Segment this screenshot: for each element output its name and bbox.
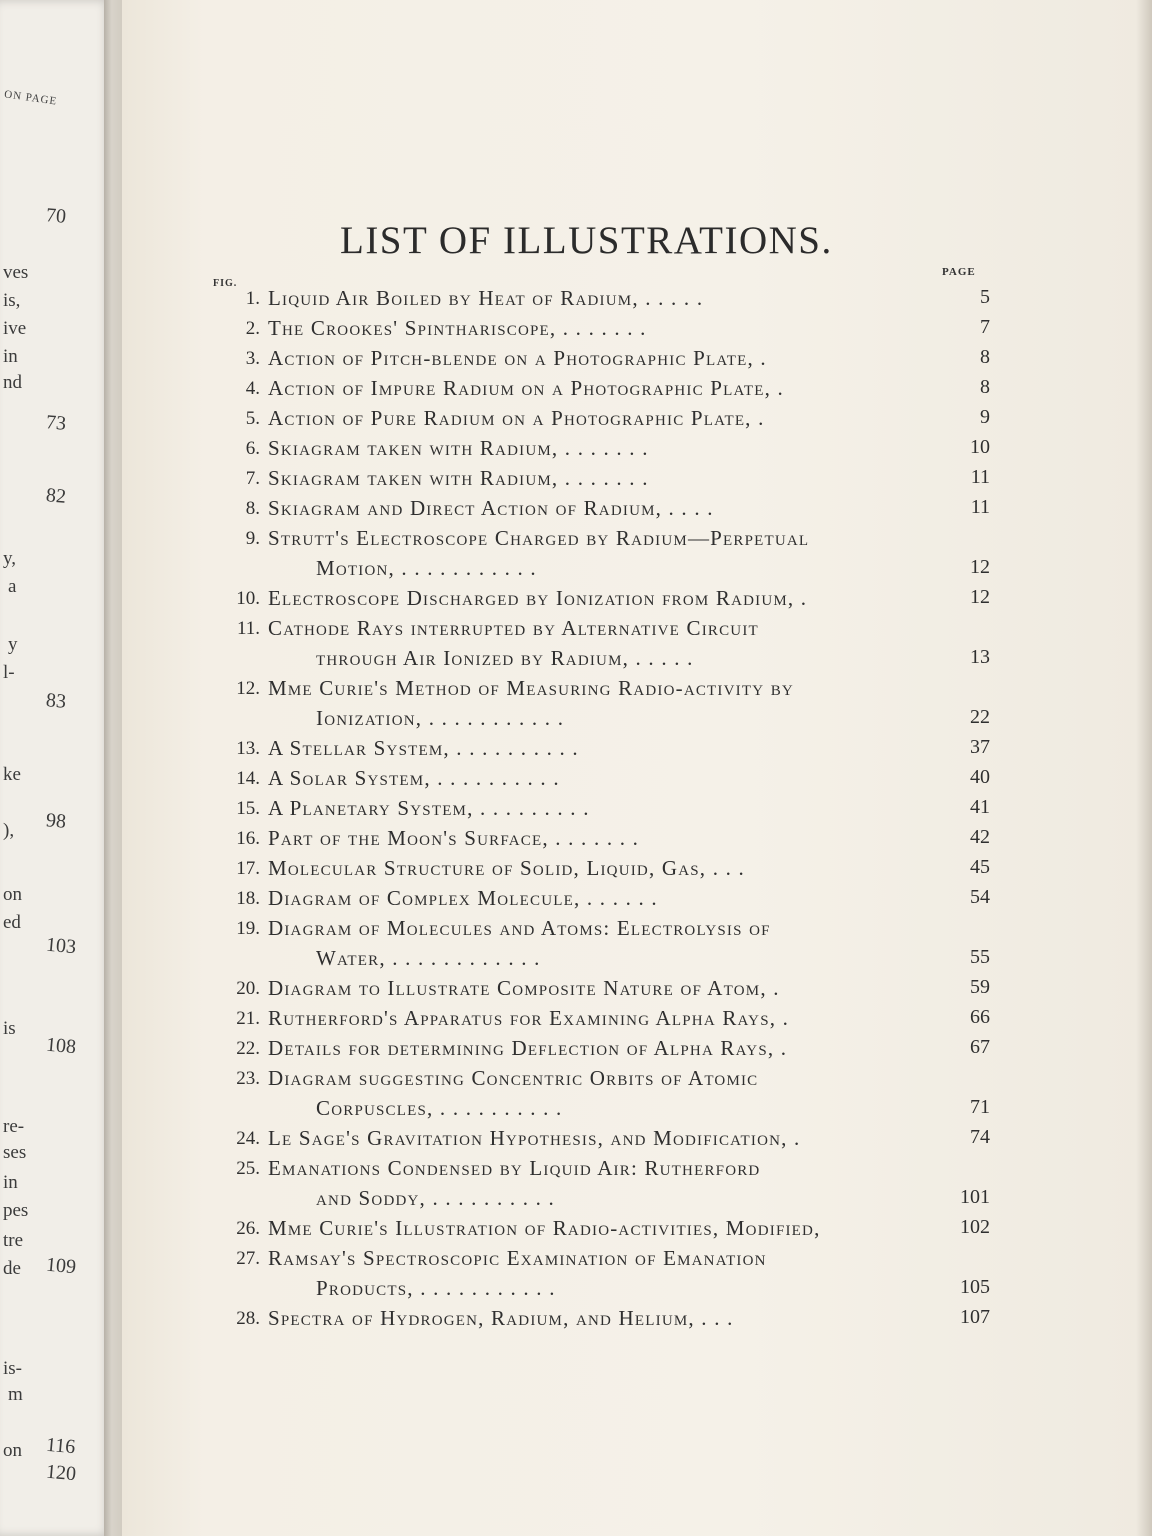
figure-number: 5. <box>245 408 260 429</box>
figure-page-number: 10 <box>970 436 990 458</box>
figure-number: 20. <box>236 978 260 999</box>
figure-number: 1. <box>245 288 260 309</box>
figure-caption: Skiagram taken with Radium, . . . . . . . <box>268 466 649 490</box>
figure-page-number: 5 <box>980 286 990 308</box>
facing-page-fragment: y <box>8 634 18 655</box>
figure-caption: Diagram suggesting Concentric Orbits of Atomic <box>268 1066 759 1090</box>
facing-page-fragment: ed <box>3 912 21 933</box>
facing-page-fragment: pes <box>3 1200 29 1221</box>
facing-page-fragment: is <box>3 1018 16 1039</box>
figure-number: 10. <box>236 588 260 609</box>
figure-page-number: 13 <box>970 646 990 668</box>
facing-page-number: 120 <box>45 1460 77 1486</box>
figure-caption: Mme Curie's Illustration of Radio-activities, Modified, <box>268 1216 821 1240</box>
figure-page-number: 12 <box>970 586 990 608</box>
figure-number: 16. <box>236 828 260 849</box>
figure-caption: The Crookes' Spinthariscope, . . . . . . . <box>268 316 647 340</box>
figure-number: 15. <box>236 798 260 819</box>
facing-page-fragment: y, <box>3 548 17 569</box>
figure-caption: Ionization, . . . . . . . . . . . <box>316 706 565 730</box>
figure-page-number: 42 <box>970 826 990 848</box>
figure-caption: Ramsay's Spectroscopic Examination of Emanation <box>268 1246 767 1270</box>
figure-number: 12. <box>236 678 260 699</box>
facing-page-fragment: ves <box>3 262 29 283</box>
facing-page-fragment: in <box>3 1172 18 1193</box>
figure-caption: Motion, . . . . . . . . . . . <box>316 556 537 580</box>
figure-caption: Action of Pure Radium on a Photographic Plate, . <box>268 406 765 430</box>
figure-caption: Products, . . . . . . . . . . . <box>316 1276 556 1300</box>
figure-number: 27. <box>236 1248 260 1269</box>
figure-number: 14. <box>236 768 260 789</box>
facing-page-fragment: l- <box>3 662 15 683</box>
figure-number: 26. <box>236 1218 260 1239</box>
figure-page-number: 9 <box>980 406 990 428</box>
figure-number: 19. <box>236 918 260 939</box>
figure-page-number: 45 <box>970 856 990 878</box>
facing-page-fragment: ke <box>3 764 21 785</box>
figure-caption: Part of the Moon's Surface, . . . . . . . <box>268 826 640 850</box>
figure-page-number: 37 <box>970 736 990 758</box>
facing-page-fragment: ses <box>3 1142 27 1163</box>
figure-caption: Emanations Condensed by Liquid Air: Rutherford <box>268 1156 761 1180</box>
figure-caption: Diagram to Illustrate Composite Nature of Atom, . <box>268 976 780 1000</box>
facing-page-number: 82 <box>45 484 67 508</box>
facing-page-fragment: is, <box>3 290 21 311</box>
figure-page-number: 107 <box>960 1306 990 1328</box>
facing-page-number: 103 <box>45 933 77 959</box>
figure-page-number: 59 <box>970 976 990 998</box>
figure-page-number: 101 <box>960 1186 990 1208</box>
figure-number: 28. <box>236 1308 260 1329</box>
figure-caption: A Stellar System, . . . . . . . . . . <box>268 736 579 760</box>
figure-number: 18. <box>236 888 260 909</box>
facing-page-fragment: on <box>3 884 22 905</box>
facing-page-fragment: de <box>3 1258 21 1279</box>
figure-caption: Water, . . . . . . . . . . . . <box>316 946 541 970</box>
figure-caption: Liquid Air Boiled by Heat of Radium, . . . . . <box>268 286 704 310</box>
figure-page-number: 41 <box>970 796 990 818</box>
figure-page-number: 55 <box>970 946 990 968</box>
facing-page-fragment: ), <box>3 820 15 841</box>
figure-number: 4. <box>245 378 260 399</box>
figure-number: 8. <box>245 498 260 519</box>
figure-page-number: 40 <box>970 766 990 788</box>
figure-number: 24. <box>236 1128 260 1149</box>
figure-caption: Skiagram taken with Radium, . . . . . . . <box>268 436 649 460</box>
figure-number: 21. <box>236 1008 260 1029</box>
figure-page-number: 66 <box>970 1006 990 1028</box>
figure-caption: Electroscope Discharged by Ionization from Radium, . <box>268 586 808 610</box>
figure-number: 23. <box>236 1068 260 1089</box>
figure-caption: Corpuscles, . . . . . . . . . . <box>316 1096 563 1120</box>
figure-page-number: 102 <box>960 1216 990 1238</box>
page-column-label: PAGE <box>942 266 976 278</box>
figure-page-number: 22 <box>970 706 990 728</box>
figure-caption: Molecular Structure of Solid, Liquid, Gas, . . . <box>268 856 745 880</box>
figure-caption: Skiagram and Direct Action of Radium, . . . . <box>268 496 714 520</box>
figure-caption: Strutt's Electroscope Charged by Radium—Perpetual <box>268 526 810 550</box>
facing-page-number: 98 <box>45 809 67 833</box>
figure-number: 2. <box>245 318 260 339</box>
figure-number: 13. <box>236 738 260 759</box>
figure-caption: Le Sage's Gravitation Hypothesis, and Modification, . <box>268 1126 801 1150</box>
facing-page-number: 73 <box>45 411 67 435</box>
figure-number: 22. <box>236 1038 260 1059</box>
facing-page-fragment: a <box>8 576 17 597</box>
figure-caption: Rutherford's Apparatus for Examining Alpha Rays, . <box>268 1006 790 1030</box>
figure-caption: Cathode Rays interrupted by Alternative Circuit <box>268 616 759 640</box>
figure-number: 3. <box>245 348 260 369</box>
figure-caption: Details for determining Deflection of Alpha Rays, . <box>268 1036 788 1060</box>
figure-caption: Mme Curie's Method of Measuring Radio-activity by <box>268 676 794 700</box>
figure-page-number: 54 <box>970 886 990 908</box>
figure-caption: Spectra of Hydrogen, Radium, and Helium, . . . <box>268 1306 734 1330</box>
figure-page-number: 74 <box>970 1126 990 1148</box>
figure-page-number: 71 <box>970 1096 990 1118</box>
figure-number: 7. <box>245 468 260 489</box>
figure-page-number: 12 <box>970 556 990 578</box>
figure-caption: through Air Ionized by Radium, . . . . . <box>316 646 694 670</box>
figure-page-number: 11 <box>970 496 990 518</box>
figure-caption: Diagram of Complex Molecule, . . . . . . <box>268 886 658 910</box>
page-title: LIST OF ILLUSTRATIONS. <box>340 219 833 262</box>
figure-number: 11. <box>236 618 260 639</box>
figure-caption: and Soddy, . . . . . . . . . . <box>316 1186 556 1210</box>
figure-number: 6. <box>245 438 260 459</box>
facing-page-fragment: is- <box>3 1358 22 1379</box>
figure-caption: Action of Impure Radium on a Photographic Plate, . <box>268 376 784 400</box>
facing-page-number: 109 <box>45 1253 77 1279</box>
figure-number: 25. <box>236 1158 260 1179</box>
figure-caption: A Solar System, . . . . . . . . . . <box>268 766 560 790</box>
figure-page-number: 7 <box>980 316 990 338</box>
facing-page-fragment: on <box>3 1440 22 1461</box>
facing-page-fragment: m <box>8 1384 23 1405</box>
figure-caption: Action of Pitch-blende on a Photographic Plate, . <box>268 346 767 370</box>
figure-caption: Diagram of Molecules and Atoms: Electrolysis of <box>268 916 771 940</box>
facing-page-header: ON PAGE <box>3 88 58 108</box>
figure-number: 17. <box>236 858 260 879</box>
figure-page-number: 105 <box>960 1276 990 1298</box>
facing-page-fragment: re- <box>3 1116 25 1137</box>
fig-column-label: FIG. <box>213 278 238 289</box>
figure-number: 9. <box>245 528 260 549</box>
figure-page-number: 11 <box>970 466 990 488</box>
facing-page-number: 83 <box>45 689 67 713</box>
facing-page-number: 108 <box>45 1033 77 1059</box>
facing-page-number: 116 <box>45 1433 77 1459</box>
facing-page-fragment: ive <box>3 318 27 339</box>
facing-page-fragment: nd <box>3 372 22 393</box>
figure-page-number: 67 <box>970 1036 990 1058</box>
figure-page-number: 8 <box>980 346 990 368</box>
figure-page-number: 8 <box>980 376 990 398</box>
facing-page-number: 70 <box>45 204 67 228</box>
facing-page-fragment: in <box>3 346 18 367</box>
facing-page-fragment: tre <box>3 1230 24 1251</box>
figure-caption: A Planetary System, . . . . . . . . . <box>268 796 590 820</box>
